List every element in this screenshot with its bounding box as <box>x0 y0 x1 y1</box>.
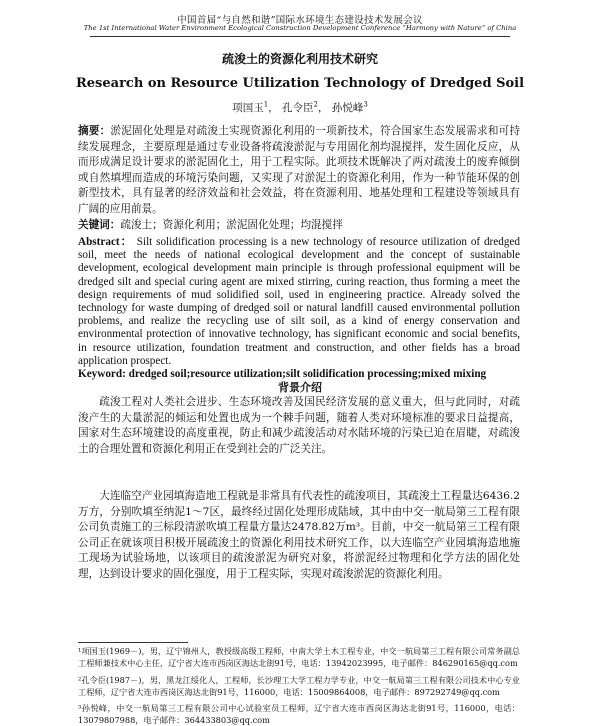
abstract-en <box>78 236 520 381</box>
header-divider <box>90 36 510 37</box>
keywords-cn-text: 疏浚土；资源化利用；淤泥固化处理；均混搅拌 <box>120 218 343 231</box>
abstract-cn-text: 淤泥固化处理是对疏浚土实现资源化利用的一项新技术，符合国家生态发展需求和可持续发展理念，主要原理是通过专业设备将疏浚淤泥与专用固化剂均混搅拌，发生固化反应，从而形成满足设计要求的淤泥固化土，用于工程实际。此项技术既解决了两对疏浚土的废弃倾倒或自然填埋而造成的环境污染问题，又实现了对淤泥土的资源化利用，作为一种节能环保的创新型技术，具有显著的经济效益和社会效益，将在资源利用、地基处理和工程建设等领域具有广阔的应用前景。 <box>78 125 521 215</box>
abstract-en-text: Silt solidification processing is a new technology of resource utilization of dredged soil, meet the needs of national ecological development and the concept of sustainable development, ecological development main principle is through professional equipment will be dredged silt and special curing agent are mixed stirring, curing reaction, thus forming a meet the design requirements of mud solidified soil, used in engineering practice. Already solved the technology for waste dumping of dredged soil or natural landfill caused environmental pollution problems, and realize the recycling use of silt soil, as a kind of energy conservation and environmental protection of innovative technology, has significant economic and social benefits, in resource utilization, foundation treatment and construction, and other fields has a broad application prospect. <box>78 236 520 367</box>
author-3: 孙悦峰 <box>331 102 364 114</box>
author-3-affil: 3 <box>363 100 368 109</box>
keywords-cn <box>78 218 520 234</box>
author-1: 项国玉 <box>232 102 264 114</box>
abstract-en-label: Abstract： <box>78 236 133 248</box>
body-paragraph-1 <box>78 395 520 457</box>
footnote-3: ³孙悦峰，中交一航局第三工程有限公司中心试验室员工程师，辽宁省大连市西岗区海达北街91号，116000，电话：13079807988，电子邮件：364433803@qq.com <box>78 703 520 725</box>
paper-title-cn: 疏浚土的资源化利用技术研究 <box>221 52 378 66</box>
keywords-cn-label: 关键词： <box>78 218 121 231</box>
paper-title-en: Research on Resource Utilization Technology of Dredged Soil <box>75 76 525 91</box>
body-paragraph-1-text: 疏浚工程对人类社会进步、生态环境改善及国民经济发展的意义重大，但与此同时，对疏浚产生的大量淤泥的倾运和处置也成为一个棘手问题，随着人类对环境标准的要求日益提高，国家对生态环境建设的高度重视，防止和减少疏浚活动对水陆环境的污染已迫在眉睫，对疏浚土的合理处置和资源化利用正在受到社会的广泛关注。 <box>78 396 520 455</box>
author-list: 项国玉$^1$， 孔令臣$^2$， 孙悦峰$^3$ <box>232 100 368 114</box>
conference-header-cn: 中国首届“与自然和谐”国际水环境生态建设技术发展会议 <box>177 15 423 26</box>
keywords-en-label: Keyword: <box>78 368 126 381</box>
footnote-rule <box>78 642 188 643</box>
footnote-1: ¹项国玉(1969－)，男，辽宁锦州人，教授级高级工程师，中南大学土木工程专业，中交一航局第三工程有限公司常务副总工程师兼技术中心主任，辽宁省大连市西岗区海达北街91号，电话：13942023995，电子邮件：846290165@qq.com <box>78 646 520 668</box>
abstract-cn <box>78 124 520 233</box>
abstract-cn-label: 摘要： <box>78 125 111 137</box>
body-paragraph-2 <box>78 489 520 583</box>
body-paragraph-2-text: 大连临空产业园填海造地工程就是非常具有代表性的疏浚项目，其疏浚土工程量达6436.2万方，分别吹填至纳泥1～7区，最终经过固化处理形成陆域，其中由中交一航局第三工程有限公司负责施工的三标段清淤吹填工程量方量达2478.82万m³。目前，中交一航局第三工程有限公司正在就该项目积极开展疏浚土的资源化利用技术研究工作，以大连临空产业园填海造地施工现场为试验场地，以该项目的疏浚淤泥为研究对象，将淤泥经过物理和化学方法的固化处理，达到设计要求的固化强度，用于工程实际，实现对疏浚淤泥的资源化利用。 <box>78 490 520 580</box>
section-heading-background: 背景介绍 <box>278 381 322 394</box>
author-1-affil: 1 <box>263 100 269 109</box>
footnote-2: ²孔令臣(1987－)，男，黑龙江绥化人，工程师，长沙理工大学工程力学专业，中交一航局第三工程有限公司技术中心专业工程师，辽宁省大连市西岗区海达北街91号，116000，电话：15009864008，电子邮件：897292749@qq.com <box>78 675 520 697</box>
conference-header-en: The 1st International Water Environment Ecological Construction Development Conference “Harmony with Nature” of China <box>83 24 517 32</box>
author-2: 孔令臣 <box>282 102 314 114</box>
keywords-en-text: dredged soil;resource utilization;silt solidification processing;mixed mixing <box>128 368 487 381</box>
author-2-affil: 2 <box>313 100 318 109</box>
